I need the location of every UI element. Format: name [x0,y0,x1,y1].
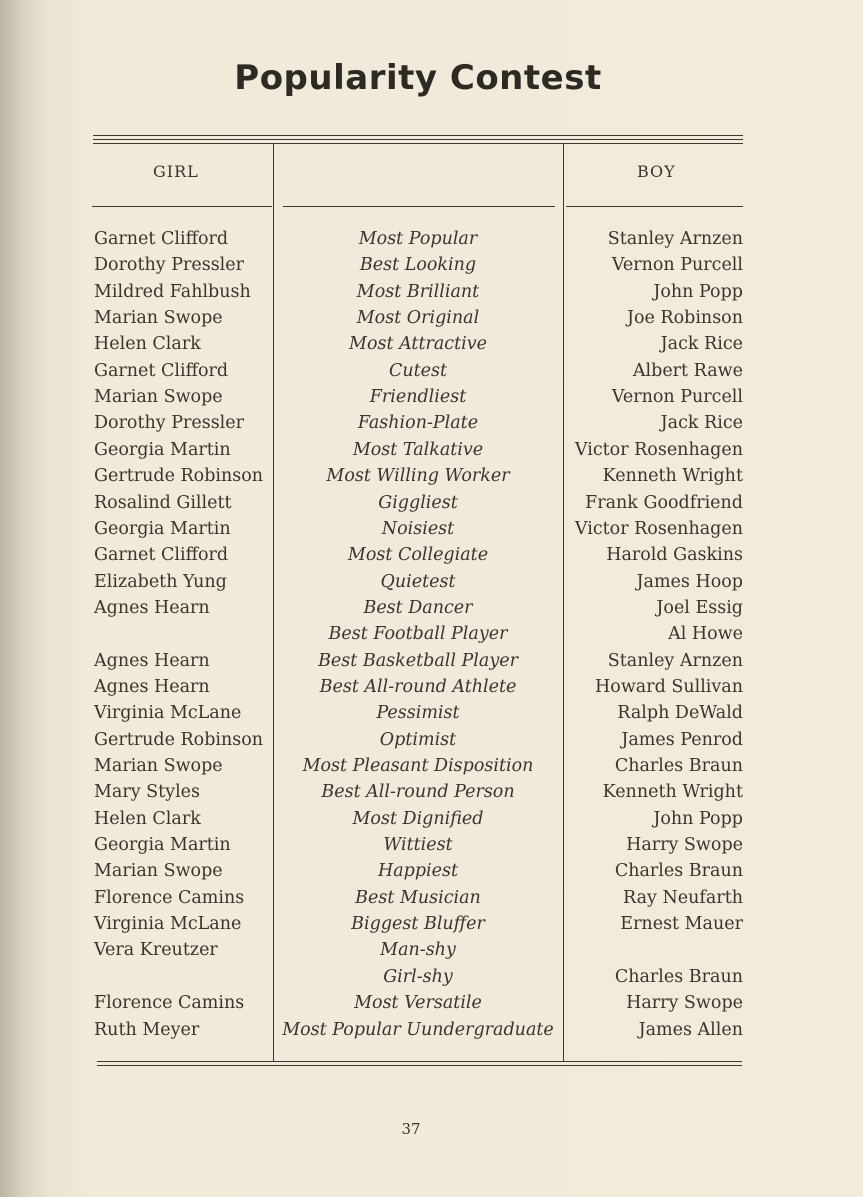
award-category: Biggest Bluffer [351,914,485,935]
table-row [0,990,863,1016]
girl-name: Helen Clark [94,334,201,355]
girl-name: Virginia McLane [94,703,242,724]
table-row [0,305,863,331]
girl-name: Agnes Hearn [94,650,210,671]
award-category: Most Talkative [352,439,484,460]
boy-name: James Allen [638,1019,743,1040]
boy-name: Jack Rice [660,334,743,355]
girl-name: Agnes Hearn [94,676,210,697]
boy-name: Victor Rosenhagen [574,439,743,460]
award-category: Best Dancer [363,597,473,618]
award-category: Most Popular Uundergraduate [282,1019,554,1040]
table-row [0,858,863,884]
award-category: Best All-round Athlete [319,676,517,697]
table-row [0,674,863,700]
boy-name: Frank Goodfriend [585,492,743,513]
girl-name: Garnet Clifford [94,360,229,381]
boy-name: Kenneth Wright [602,466,743,487]
award-category: Most Dignified [352,808,484,829]
table-row [0,779,863,805]
table-row [0,410,863,436]
girl-name: Gertrude Robinson [94,466,264,487]
table-row [0,226,863,252]
award-category: Fashion-Plate [357,413,479,434]
girl-name: Dorothy Pressler [94,255,244,276]
boy-name: John Popp [653,808,743,829]
boy-name: Albert Rawe [632,360,743,381]
table-row [0,463,863,489]
table-row [0,885,863,911]
girl-name: Ruth Meyer [94,1019,200,1040]
table-row [0,727,863,753]
girl-name: Marian Swope [94,308,223,329]
top-rule-line-3 [93,143,743,144]
table-row [0,331,863,357]
award-category: Pessimist [376,703,460,724]
top-rule-line-2 [93,139,743,140]
girl-name: Vera Kreutzer [94,940,218,961]
header-category-underline [283,206,555,207]
header-girl: GIRL [153,162,199,181]
award-category: Most Popular [358,229,478,249]
table-row [0,648,863,674]
table-row [0,437,863,463]
boy-name: Ray Neufarth [623,887,743,908]
award-category: Man-shy [380,940,456,961]
award-category: Best Musician [355,887,481,908]
award-category: Best Football Player [328,624,508,645]
page-title: Popularity Contest [234,58,602,98]
bottom-rule-line-2 [97,1065,742,1066]
top-rule-line-1 [93,135,743,136]
boy-name: Vernon Purcell [611,255,743,276]
boy-name: Stanley Arnzen [607,229,743,249]
award-category: Cutest [388,360,448,381]
boy-name: Kenneth Wright [602,782,743,803]
table-row [0,252,863,278]
boy-name: James Penrod [621,729,743,750]
award-category: Most Pleasant Disposition [302,756,534,776]
table-row [0,569,863,595]
boy-name: Charles Braun [614,861,743,882]
girl-name: Marian Swope [94,756,223,776]
award-category: Most Versatile [354,993,482,1014]
girl-name: Georgia Martin [94,439,231,460]
boy-name: Vernon Purcell [611,387,743,408]
page-number: 37 [401,1120,421,1138]
award-category: Noisiest [381,518,455,539]
bottom-rule-line-1 [97,1061,742,1062]
award-category: Most Collegiate [347,545,489,566]
award-category: Girl-shy [383,966,453,987]
table-row [0,964,863,990]
girl-name: Florence Camins [94,993,245,1014]
boy-name: Ralph DeWald [617,703,743,724]
award-category: Happiest [377,861,459,882]
girl-name: Agnes Hearn [94,597,210,618]
girl-name: Florence Camins [94,887,245,908]
girl-name: Helen Clark [94,808,201,829]
boy-name: Joel Essig [656,597,743,618]
boy-name: Victor Rosenhagen [574,518,743,539]
award-category: Giggliest [378,492,458,513]
boy-name: James Hoop [636,571,743,592]
award-category: Quietest [380,571,456,592]
girl-name: Garnet Clifford [94,545,229,566]
boy-name: Al Howe [668,624,743,645]
award-category: Most Attractive [349,334,487,355]
girl-name: Rosalind Gillett [94,492,232,513]
table-row [0,911,863,937]
header-boy: BOY [637,162,676,181]
girl-name: Virginia McLane [94,914,242,935]
boy-name: Charles Braun [614,756,743,776]
girl-name: Garnet Clifford [94,229,229,249]
award-category: Friendliest [369,387,467,408]
table-row [0,1017,863,1043]
girl-name: Marian Swope [94,861,223,882]
boy-name: Jack Rice [660,413,743,434]
award-category: Most Brilliant [356,281,480,302]
table-row [0,806,863,832]
table-row [0,832,863,858]
boy-name: Harry Swope [626,993,743,1014]
table-row [0,542,863,568]
girl-name: Georgia Martin [94,518,231,539]
table-row [0,700,863,726]
boy-name: Ernest Mauer [620,914,743,935]
award-category: Best Basketball Player [318,650,518,671]
boy-name: Stanley Arnzen [607,650,743,671]
table-row [0,621,863,647]
award-category: Wittiest [383,835,453,856]
table-row [0,753,863,779]
girl-name: Mildred Fahlbush [94,281,251,302]
header-girl-underline [92,206,272,207]
table-row [0,384,863,410]
girl-name: Elizabeth Yung [94,571,227,592]
boy-name: John Popp [653,281,743,302]
girl-name: Marian Swope [94,387,223,408]
girl-name: Mary Styles [94,782,201,803]
girl-name: Georgia Martin [94,835,231,856]
table-row [0,595,863,621]
table-row [0,490,863,516]
table-row [0,358,863,384]
girl-name: Gertrude Robinson [94,729,264,750]
table-row [0,516,863,542]
award-category: Best Looking [359,255,477,276]
boy-name: Harold Gaskins [606,545,743,566]
boy-name: Joe Robinson [626,308,743,329]
girl-name: Dorothy Pressler [94,413,244,434]
boy-name: Howard Sullivan [595,676,743,697]
award-category: Optimist [379,729,457,750]
boy-name: Charles Braun [614,966,743,987]
boy-name: Harry Swope [626,835,743,856]
header-boy-underline [566,206,743,207]
award-category: Most Original [356,308,480,329]
table-row [0,937,863,963]
table-row [0,279,863,305]
award-category: Most Willing Worker [326,466,510,487]
award-category: Best All-round Person [321,782,515,803]
